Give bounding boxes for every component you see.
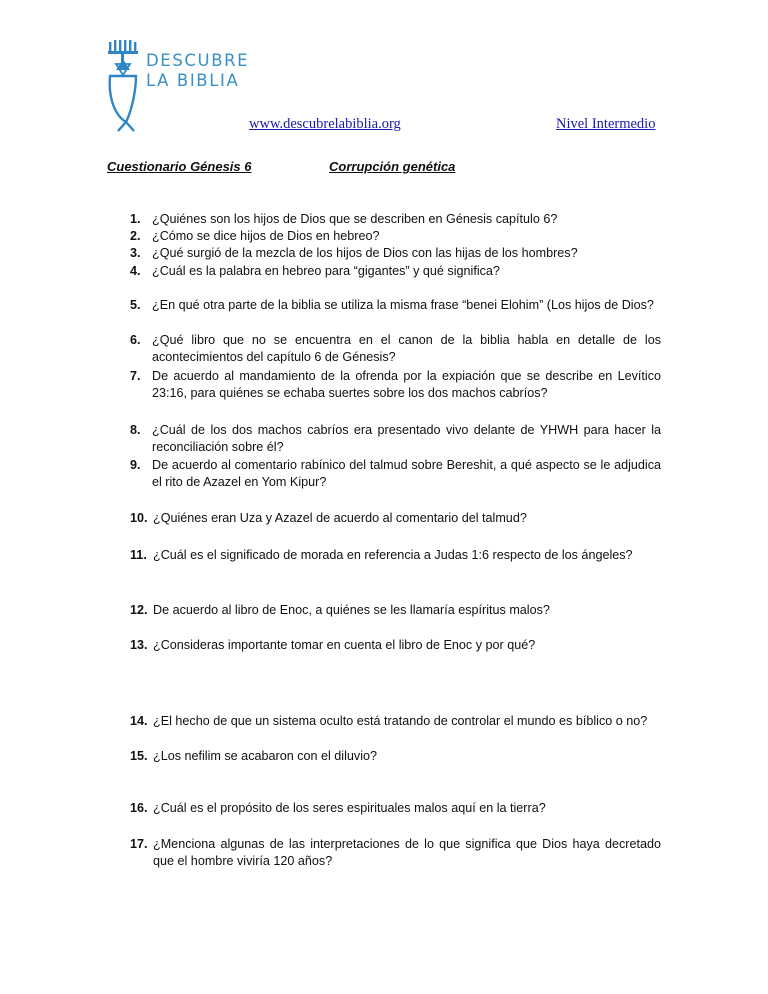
question-text: ¿Consideras importante tomar en cuenta el libro de Enoc y por qué?: [153, 638, 536, 652]
question-number: 2.: [130, 229, 141, 243]
question-text: De acuerdo al comentario rabínico del talmud sobre Bereshit, a qué aspecto se le adjudica el rito de Azazel en Yom Kipur?: [152, 458, 661, 490]
question-item: [130, 836, 661, 871]
question-text: De acuerdo al libro de Enoc, a quiénes se les llamaría espíritus malos?: [153, 603, 550, 617]
question-item: [130, 228, 661, 245]
question-text: ¿En qué otra parte de la biblia se utiliza la misma frase “benei Elohim” (Los hijos de Dios?: [152, 298, 654, 312]
question-number: 13.: [130, 638, 148, 652]
question-text: ¿Qué surgió de la mezcla de los hijos de Dios con las hijas de los hombres?: [152, 246, 578, 260]
question-item: [130, 245, 661, 262]
question-text: ¿Quiénes eran Uza y Azazel de acuerdo al comentario del talmud?: [153, 511, 527, 525]
question-text: De acuerdo al mandamiento de la ofrenda por la expiación que se describe en Levítico 23:16, para quiénes se echaba suertes sobre los dos machos cabríos?: [152, 369, 661, 401]
level-link[interactable]: Nivel Intermedio: [556, 116, 656, 132]
question-text: ¿Cuál es el propósito de los seres espirituales malos aquí en la tierra?: [153, 801, 546, 815]
question-item: [130, 602, 661, 619]
question-number: 6.: [130, 333, 141, 347]
question-item: [130, 422, 661, 457]
question-number: 3.: [130, 246, 141, 260]
question-item: [130, 457, 661, 492]
question-item: [130, 332, 661, 367]
question-text: ¿El hecho de que un sistema oculto está tratando de controlar el mundo es bíblico o no?: [153, 714, 648, 728]
question-item: [130, 297, 661, 314]
question-text: ¿Qué libro que no se encuentra en el canon de la biblia habla en detalle de los acontecimientos del capítulo 6 de Génesis?: [152, 333, 661, 365]
question-text: ¿Cuál es el significado de morada en referencia a Judas 1:6 respecto de los ángeles?: [153, 548, 633, 562]
question-number: 11.: [130, 548, 147, 562]
question-number: 5.: [130, 298, 141, 312]
website-link[interactable]: www.descubrelabiblia.org: [249, 116, 401, 132]
question-number: 15.: [130, 749, 148, 763]
logo-line-1: DESCUBRE: [146, 51, 250, 70]
question-item: [130, 800, 661, 817]
brand-logo: [104, 40, 254, 132]
questionnaire-title: Cuestionario Génesis 6: [107, 159, 252, 174]
question-number: 7.: [130, 369, 141, 383]
question-number: 8.: [130, 423, 141, 437]
question-number: 1.: [130, 212, 141, 226]
question-item: [130, 637, 661, 654]
question-item: [130, 748, 661, 765]
question-item: [130, 547, 661, 564]
question-text: ¿Cuál es la palabra en hebreo para “gigantes” y qué significa?: [152, 264, 500, 278]
question-text: ¿Los nefilim se acabaron con el diluvio?: [153, 749, 378, 763]
questionnaire-subtitle: Corrupción genética: [329, 159, 456, 174]
question-number: 4.: [130, 264, 141, 278]
question-item: [130, 211, 661, 228]
question-number: 16.: [130, 801, 148, 815]
question-item: [130, 510, 661, 527]
question-text: ¿Quiénes son los hijos de Dios que se describen en Génesis capítulo 6?: [152, 212, 558, 226]
question-number: 17.: [130, 837, 148, 851]
question-number: 12.: [130, 603, 148, 617]
question-item: [130, 713, 661, 730]
question-text: ¿Menciona algunas de las interpretaciones de lo que significa que Dios haya decretado que el hombre viviría 120 años?: [153, 837, 661, 869]
question-number: 9.: [130, 458, 141, 472]
question-number: 10.: [130, 511, 148, 525]
question-number: 14.: [130, 714, 148, 728]
menorah-fish-icon: [104, 40, 144, 132]
question-text: ¿Cómo se dice hijos de Dios en hebreo?: [152, 229, 380, 243]
question-item: [130, 263, 661, 280]
logo-line-2: LA BIBLIA: [146, 71, 240, 90]
question-item: [130, 368, 661, 403]
question-text: ¿Cuál de los dos machos cabríos era presentado vivo delante de YHWH para hacer la reconciliación sobre él?: [152, 423, 661, 455]
